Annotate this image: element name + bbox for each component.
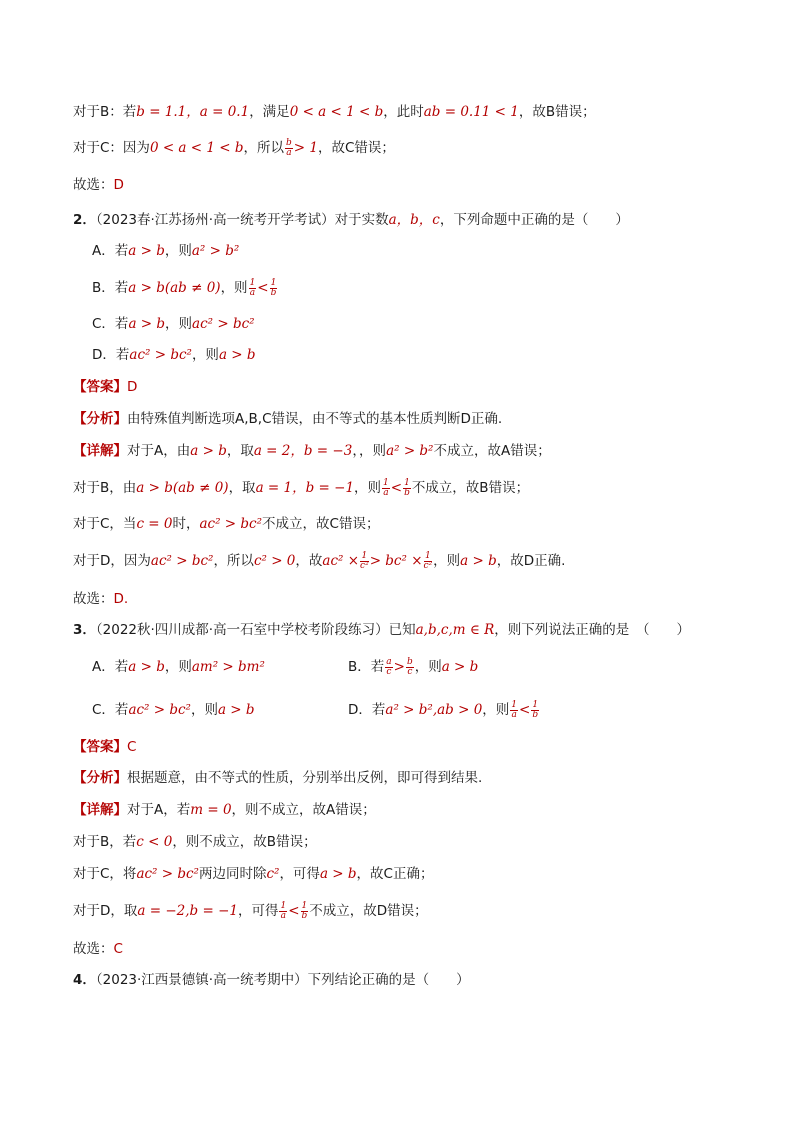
fraction: $\frac{b}{a}$ — [286, 137, 292, 158]
text: ，此时 — [383, 104, 424, 120]
text: ，则 — [190, 702, 218, 718]
text: ，取 — [226, 443, 254, 459]
fraction: $\frac{1}{b}$ — [404, 477, 410, 498]
math: ac² > bc² — [192, 316, 255, 332]
text: 故选： — [73, 177, 114, 193]
math: a > b(ab ≠ 0) — [136, 480, 229, 496]
question-number: 3． — [73, 622, 96, 638]
answer-value: D. — [113, 591, 129, 607]
fraction: $\frac{1}{a}$ — [383, 477, 389, 498]
option-label: A．若 — [92, 659, 129, 675]
math: ac² > bc² — [128, 702, 191, 718]
fraction: $\frac{1}{b}$ — [270, 277, 277, 298]
math: a = 2，b = −3 — [253, 443, 353, 459]
text: ，则 — [482, 702, 510, 718]
math: a = −2,b = −1 — [137, 903, 238, 919]
question-2-detail-3 — [73, 514, 379, 534]
math: 0 < a < 1 < b — [149, 140, 244, 156]
answer-value: D — [127, 379, 138, 395]
answer-value: C — [127, 739, 137, 755]
text: ，满足 — [249, 104, 290, 120]
text: ，则 — [433, 553, 461, 569]
fraction: $\frac{b}{c}$ — [406, 656, 413, 677]
text: 不成立，故C错误； — [262, 516, 380, 532]
math: a > b — [190, 443, 227, 459]
math: ac² > bc² — [136, 866, 199, 882]
text: 对于C，当 — [73, 516, 137, 532]
text: ，则 — [164, 659, 192, 675]
fraction: $\frac{a}{c}$ — [386, 656, 392, 677]
answer-value: D — [113, 177, 124, 193]
text: 已知 — [388, 622, 416, 638]
text: ，，则 — [352, 443, 387, 459]
text: 下列结论正确的是（ ） — [307, 972, 470, 988]
math: ac² > bc² — [129, 347, 192, 363]
text: 对于实数 — [334, 212, 389, 228]
math: 0 < a < 1 < b — [289, 104, 384, 120]
math: < — [390, 480, 403, 496]
question-4-stem — [73, 970, 470, 990]
text: ，可得 — [237, 903, 279, 919]
math: a > b — [128, 316, 166, 332]
answer-tag: 【答案】 — [73, 379, 127, 395]
detail-tag: 【详解】 — [73, 802, 127, 818]
text: ，取 — [228, 480, 256, 496]
question-source: （2023春·江苏扬州·高一统考开学考试） — [95, 212, 335, 228]
text: ，下列命题中正确的是（ ） — [439, 212, 629, 228]
question-3-detail-3 — [73, 864, 433, 884]
question-2-detail-4 — [73, 551, 565, 571]
answer-value: C — [113, 941, 123, 957]
question-3-final — [73, 939, 123, 959]
text: ，则 — [414, 659, 442, 675]
text: ，则 — [220, 280, 248, 296]
math: ac² > bc² — [199, 516, 263, 532]
option-label: C．若 — [92, 316, 129, 332]
math: a > b — [319, 866, 357, 882]
question-3-option-c — [92, 700, 255, 720]
fraction: $\frac{1}{\text{c²}}$ — [360, 550, 369, 571]
text: ，所以 — [243, 140, 284, 156]
text: ，故C正确； — [356, 866, 434, 882]
question-2-detail-1 — [73, 441, 551, 461]
text: ，则 — [164, 243, 192, 259]
text: ，所以 — [213, 553, 254, 569]
analysis-tag: 【分析】 — [73, 411, 127, 427]
math: b = 1.1，a = 0.1 — [136, 104, 250, 120]
fraction: $\frac{1}{b}$ — [301, 900, 308, 921]
question-number: 4． — [73, 972, 96, 988]
question-3-option-d — [348, 700, 540, 720]
text: 对于B，由 — [73, 480, 137, 496]
text: ，故C错误； — [317, 140, 395, 156]
math: a > b — [128, 659, 165, 675]
text: ，则 — [165, 316, 193, 332]
question-3-detail-2 — [73, 832, 317, 852]
math: a > b — [441, 659, 479, 675]
detail-tag: 【详解】 — [73, 443, 127, 459]
question-3-option-b — [348, 657, 478, 677]
question-3-option-a — [92, 657, 265, 677]
fraction: $\frac{1}{a}$ — [249, 277, 256, 298]
math: a > b — [460, 553, 497, 569]
option-label: D．若 — [92, 347, 130, 363]
math: a² > b² — [191, 243, 240, 259]
math: > bc² × — [369, 553, 423, 569]
question-3-stem — [73, 620, 690, 640]
text: ，则不成立，故B错误； — [172, 834, 317, 850]
math: a > b — [217, 702, 255, 718]
text: ，则 — [191, 347, 219, 363]
text: ，故B错误； — [518, 104, 596, 120]
math: c < 0 — [136, 834, 173, 850]
question-2-final — [73, 589, 128, 609]
question-2-answer — [73, 377, 137, 397]
math: c² > 0 — [253, 553, 296, 569]
math: a² > b² — [386, 443, 434, 459]
question-3-detail-4 — [73, 901, 428, 921]
math: m = 0 — [190, 802, 232, 818]
question-2-option-d — [92, 345, 256, 365]
option-label: C．若 — [92, 702, 129, 718]
text: 对于D，因为 — [73, 553, 151, 569]
math: < — [288, 903, 300, 919]
math: a > b — [218, 347, 256, 363]
question-2-option-c — [92, 314, 255, 334]
analysis-text: 由特殊值判断选项A,B,C错误，由不等式的基本性质判断D正确. — [127, 411, 503, 427]
math: a，b，c — [388, 212, 440, 228]
question-source: （2023·江西景德镇·高一统考期中） — [95, 972, 308, 988]
question-3-detail-1 — [73, 800, 376, 820]
math: ac² > bc² — [150, 553, 214, 569]
text: ，则不成立，故A错误； — [231, 802, 376, 818]
text: 时， — [172, 516, 200, 532]
text: 不成立，故A错误； — [433, 443, 551, 459]
solution-line-c — [73, 138, 395, 158]
final-answer-line — [73, 175, 124, 195]
math: a² > b²,ab > 0 — [385, 702, 483, 718]
text: 对于B：若 — [73, 104, 137, 120]
question-3-answer — [73, 737, 136, 757]
text: 对于D，取 — [73, 903, 138, 919]
text: 对于B，若 — [73, 834, 137, 850]
question-2-option-a — [92, 241, 239, 261]
option-label: B．若 — [348, 659, 385, 675]
text: 不成立，故B错误； — [411, 480, 530, 496]
math: am² > bm² — [191, 659, 265, 675]
text: ，故 — [295, 553, 323, 569]
text: 对于C：因为 — [73, 140, 150, 156]
analysis-tag: 【分析】 — [73, 770, 127, 786]
fraction: $\frac{1}{a}$ — [280, 900, 287, 921]
math: c = 0 — [136, 516, 173, 532]
math: > 1 — [293, 140, 318, 156]
question-2-analysis — [73, 409, 502, 429]
math: a > b — [128, 243, 165, 259]
math: ab = 0.11 < 1 — [423, 104, 519, 120]
fraction: $\frac{1}{b}$ — [532, 699, 539, 720]
text: ，则下列说法正确的是 （ ） — [494, 622, 691, 638]
text: 对于C，将 — [73, 866, 137, 882]
text: 故选： — [73, 941, 114, 957]
math: ac² × — [322, 553, 360, 569]
math: c² — [266, 866, 280, 882]
fraction: $\frac{1}{a}$ — [511, 699, 518, 720]
text: ，可得 — [279, 866, 320, 882]
option-label: D．若 — [348, 702, 386, 718]
math: a = 1，b = −1 — [255, 480, 355, 496]
question-number: 2． — [73, 212, 96, 228]
math: a,b,c,m ∈ R — [415, 622, 495, 638]
analysis-text: 根据题意，由不等式的性质，分别举出反例，即可得到结果. — [127, 770, 483, 786]
text: 两边同时除 — [198, 866, 267, 882]
text: 对于A，由 — [127, 443, 191, 459]
solution-line-b — [73, 102, 596, 122]
text: 不成立，故D错误； — [309, 903, 428, 919]
question-2-option-b — [92, 278, 278, 298]
fraction: $\frac{1}{\text{c²}}$ — [423, 550, 433, 571]
question-2-stem — [73, 210, 629, 230]
question-3-analysis — [73, 768, 482, 788]
question-2-detail-2 — [73, 478, 529, 498]
text: ，则 — [354, 480, 382, 496]
text: ，故D正确. — [496, 553, 566, 569]
math: < — [257, 280, 269, 296]
answer-tag: 【答案】 — [73, 739, 127, 755]
question-source: （2022秋·四川成都·高一石室中学校考阶段练习） — [95, 622, 389, 638]
option-label: A．若 — [92, 243, 129, 259]
math: > — [393, 659, 405, 675]
text: 故选： — [73, 591, 114, 607]
math: a > b(ab ≠ 0) — [128, 280, 221, 296]
text: 对于A，若 — [127, 802, 191, 818]
math: < — [519, 702, 531, 718]
option-label: B．若 — [92, 280, 129, 296]
